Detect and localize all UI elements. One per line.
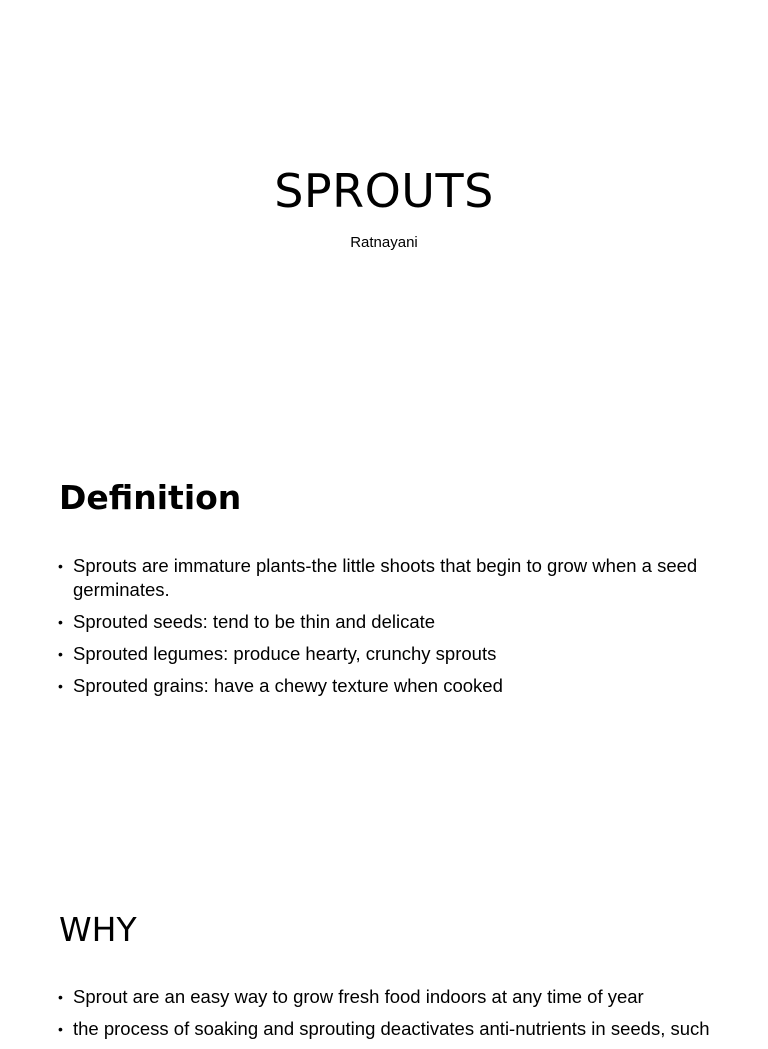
bullet-text: the process of soaking and sprouting deactivates anti-nutrients in seeds, such: [73, 1018, 710, 1039]
list-item: [56, 642, 716, 666]
why-bullet-list: [56, 985, 716, 1049]
bullet-icon: •: [58, 989, 63, 1005]
bullet-icon: •: [58, 678, 63, 694]
bullet-text: Sprouted legumes: produce hearty, crunchy sprouts: [73, 643, 497, 664]
bullet-text: Sprouted seeds: tend to be thin and delicate: [73, 611, 436, 632]
definition-slide: [0, 420, 768, 852]
why-slide: [0, 852, 768, 1039]
bullet-icon: •: [58, 646, 63, 662]
bullet-icon: •: [58, 1021, 63, 1037]
list-item: [56, 610, 716, 634]
list-item: [56, 985, 716, 1009]
presentation-title: SPROUTS: [274, 164, 494, 218]
bullet-icon: •: [58, 558, 63, 574]
list-item: [56, 1017, 716, 1041]
author-subtitle: Ratnayani: [350, 234, 418, 251]
bullet-text: Sprouted grains: have a chewy texture when cooked: [73, 675, 503, 696]
bullet-text: Sprout are an easy way to grow fresh food indoors at any time of year: [73, 986, 644, 1007]
title-slide: [0, 0, 768, 420]
definition-bullet-list: [56, 554, 716, 706]
definition-heading: Definition: [59, 478, 242, 517]
why-heading: WHY: [59, 910, 137, 949]
bullet-icon: •: [58, 614, 63, 630]
list-item: [56, 674, 716, 698]
bullet-text: Sprouts are immature plants-the little shoots that begin to grow when a seed germinates.: [73, 555, 698, 600]
list-item: [56, 554, 716, 602]
